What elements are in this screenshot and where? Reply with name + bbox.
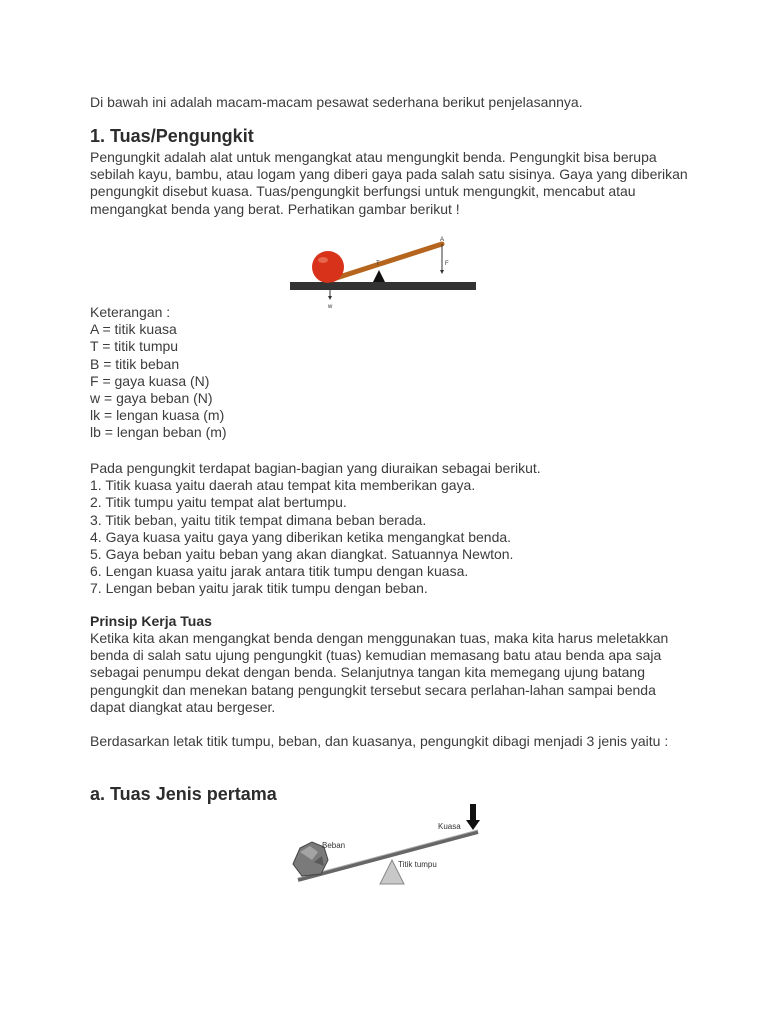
lever-rod <box>330 244 442 280</box>
list-item: 4. Gaya kuasa yaitu gaya yang diberikan ketika mengangkat benda. <box>90 528 512 545</box>
list-item: T = titik tumpu <box>90 338 179 355</box>
label-titik-tumpu: Titik tumpu <box>398 860 437 869</box>
list-item: 5. Gaya beban yaitu beban yang akan diangkat. Satuannya Newton. <box>90 546 514 563</box>
list-item: 2. Titik tumpu yaitu tempat alat bertumpu. <box>90 494 347 511</box>
parts-intro: Pada pengungkit terdapat bagian-bagian yang diuraikan sebagai berikut. <box>90 460 541 476</box>
list-item: B = titik beban <box>90 355 180 372</box>
prinsip-paragraph: Ketika kita akan mengangkat benda dengan menggunakan tuas, maka kita harus meletakkan benda di salah satu ujung pengungkit (tuas) kemudian memasang batu atau benda apa saja sebagai penumpu dekat dengan benda. Selanjutnya tangan kita memegang ujung batang pengungkit dan menekan batang pengungkit tersebut secara perlahan-lahan sampai benda dapat diangkat atau bergeser. <box>90 630 669 715</box>
load-ball <box>312 251 344 283</box>
list-item: 7. Lengan beban yaitu jarak titik tumpu dengan beban. <box>90 580 428 597</box>
label-t: T <box>376 261 380 267</box>
label-beban: Beban <box>322 841 346 850</box>
prinsip-title: Prinsip Kerja Tuas <box>90 613 212 629</box>
list-item: 1. Titik kuasa yaitu daerah atau tempat kita memberikan gaya. <box>90 477 476 494</box>
list-item: A = titik kuasa <box>90 321 177 338</box>
list-item: lb = lengan beban (m) <box>90 424 227 441</box>
parts-list <box>90 460 690 598</box>
list-item: 3. Titik beban, yaitu titik tempat dimana beban berada. <box>90 511 427 528</box>
keterangan-heading: Keterangan : <box>90 304 171 320</box>
label-a: A <box>440 237 445 243</box>
list-item: lk = lengan kuasa (m) <box>90 407 225 424</box>
kuasa-arrow-head <box>466 820 480 830</box>
label-kuasa: Kuasa <box>438 822 461 831</box>
lever-diagram <box>290 232 490 312</box>
keterangan-list <box>90 304 690 442</box>
section-title-jenis-pertama: a. Tuas Jenis pertama <box>90 784 277 804</box>
tuas-description: Pengungkit adalah alat untuk mengangkat atau mengungkit benda. Pengungkit bisa berupa sebilah kayu, bambu, atau logam yang diberi gaya pada salah satu sisinya. Gaya yang diberikan pengungkit disebut kuasa. Tuas/pengungkit berfungsi untuk mengungkit, mencabut atau mengangkat benda yang berat. Perhatikan gambar berikut ! <box>90 149 688 217</box>
label-w: w <box>328 304 333 310</box>
list-item: 6. Lengan kuasa yaitu jarak antara titik tumpu dengan kuasa. <box>90 563 469 580</box>
first-class-lever-diagram <box>288 802 484 892</box>
list-item: F = gaya kuasa (N) <box>90 372 210 389</box>
kuasa-arrow-shaft <box>470 804 476 822</box>
fulcrum-triangle <box>373 270 385 282</box>
jenis-paragraph: Berdasarkan letak titik tumpu, beban, dan kuasanya, pengungkit dibagi menjadi 3 jenis yaitu : <box>90 733 669 749</box>
label-f: F <box>445 261 449 267</box>
ground-bar <box>290 282 476 290</box>
list-item: w = gaya beban (N) <box>90 390 213 407</box>
section-title-tuas: 1. Tuas/Pengungkit <box>90 126 254 146</box>
intro-text: Di bawah ini adalah macam-macam pesawat sederhana berikut penjelasannya. <box>90 94 583 110</box>
